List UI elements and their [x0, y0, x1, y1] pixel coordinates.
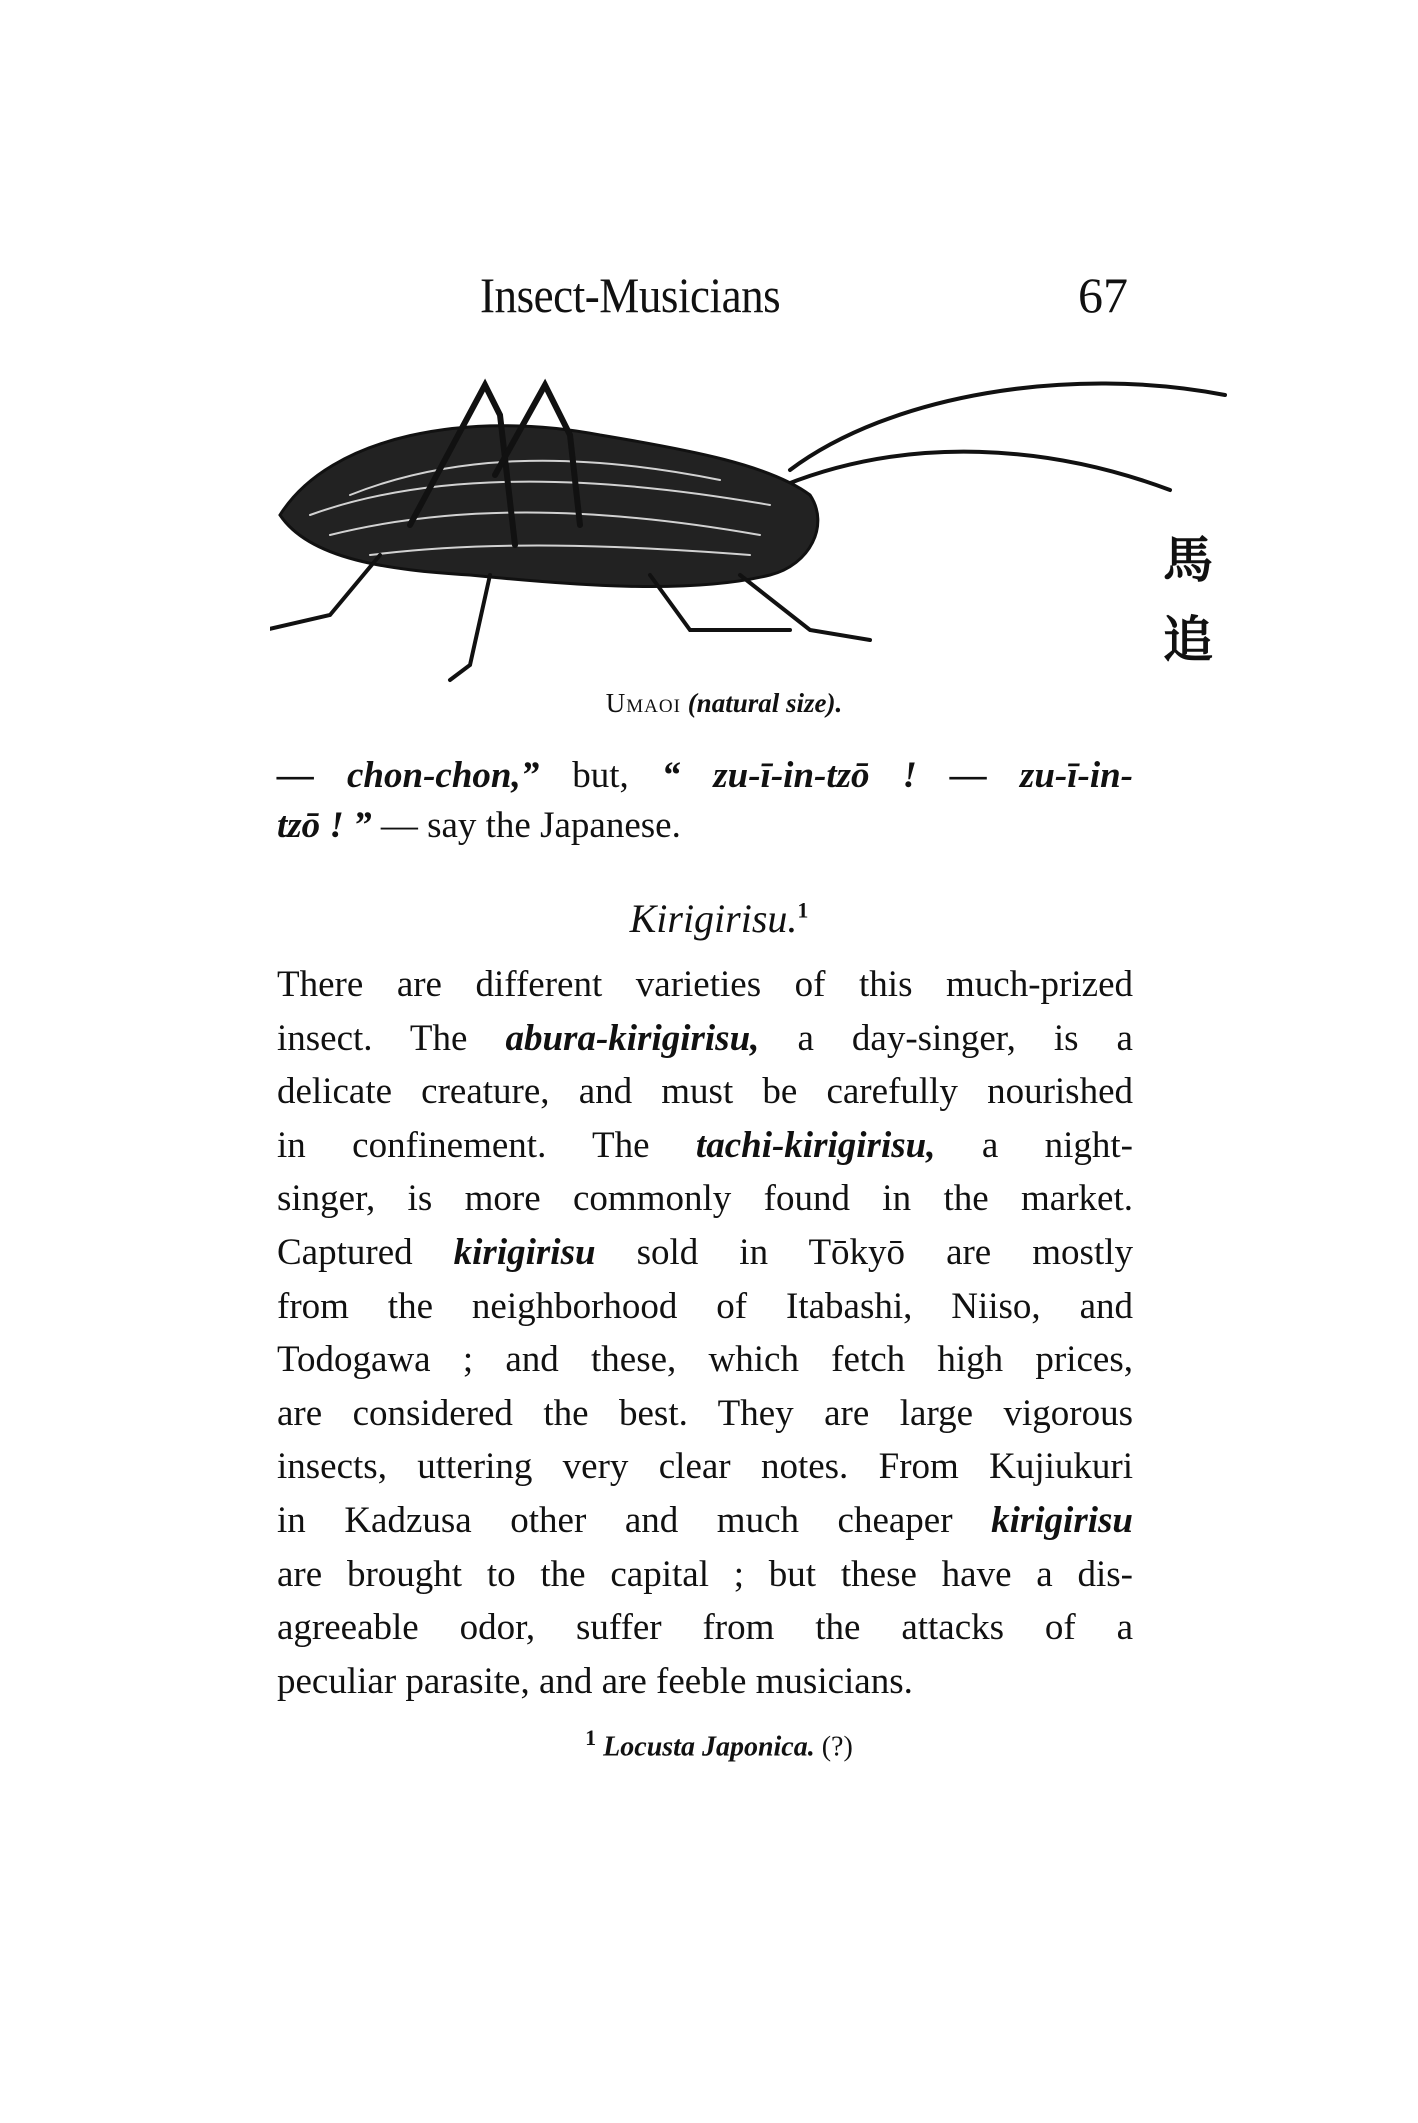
- text: sold in Tōkyō are mostly: [595, 1232, 1134, 1273]
- italic-text: tzō ! ”: [277, 805, 372, 846]
- text-line: [277, 1172, 1133, 1226]
- text: Captured: [277, 1232, 454, 1273]
- text-line: [277, 1548, 1133, 1602]
- caption-name: Umaoi: [605, 688, 681, 718]
- text: but,: [539, 755, 662, 796]
- italic-text: — chon-chon,”: [277, 755, 540, 796]
- figure-caption: [0, 688, 1418, 719]
- text-line: [277, 1601, 1133, 1655]
- text-line: [277, 799, 1133, 853]
- text: peculiar parasite, and are feeble musicians.: [277, 1660, 913, 1702]
- text: from the neighborhood of Itabashi, Niiso, and: [277, 1285, 1133, 1327]
- text: a night-: [935, 1124, 1133, 1166]
- page-number: 67: [1078, 267, 1128, 323]
- footnote: [0, 1725, 1418, 1763]
- footnote-ref: 1: [797, 897, 809, 923]
- text-line: [277, 1280, 1133, 1334]
- kanji-uma: 馬: [1163, 530, 1213, 589]
- text: insects, uttering very clear notes. From Kujiukuri: [277, 1446, 1133, 1488]
- italic-text: “ zu-ī-in-tzō ! — zu-ī-in-: [661, 755, 1133, 796]
- italic-text: kirigirisu: [991, 1500, 1133, 1541]
- italic-text: tachi-kirigirisu,: [695, 1124, 936, 1166]
- kanji-oi: 追: [1163, 610, 1213, 669]
- caption-note: (natural size).: [687, 688, 843, 718]
- kanji-label: [1158, 520, 1218, 680]
- text: — say the Japanese.: [371, 805, 681, 846]
- text: Todogawa ; and these, which fetch high prices,: [277, 1339, 1133, 1381]
- text: a day-singer, is a: [759, 1017, 1133, 1059]
- umaoi-insect-illustration: [270, 375, 1240, 685]
- italic-text: abura-kirigirisu,: [505, 1017, 760, 1059]
- text: insect. The: [277, 1017, 506, 1059]
- heading-text: Kirigirisu.: [629, 896, 798, 941]
- text-line: [277, 1333, 1133, 1387]
- footnote-mark: 1: [585, 1725, 597, 1750]
- running-title: Insect-Musicians: [480, 267, 781, 323]
- text-line: [277, 749, 1133, 803]
- text: singer, is more commonly found in the market.: [277, 1178, 1133, 1220]
- text-line: [277, 958, 1133, 1012]
- text-line: [277, 1387, 1133, 1441]
- text-line: [277, 1655, 1133, 1709]
- text-line: [277, 1065, 1133, 1119]
- text: are considered the best. They are large vigorous: [277, 1392, 1133, 1434]
- text: in Kadzusa other and much cheaper: [277, 1500, 992, 1541]
- text: are brought to the capital ; but these have a dis-: [277, 1553, 1133, 1595]
- text: agreeable odor, suffer from the attacks of a: [277, 1607, 1133, 1649]
- text: in confinement. The: [277, 1124, 696, 1166]
- footnote-note: (?): [821, 1731, 853, 1763]
- text-line: [277, 1226, 1133, 1280]
- text-line: [277, 1440, 1133, 1494]
- text: delicate creature, and must be carefully nourished: [277, 1071, 1133, 1113]
- text: There are different varieties of this much-prized: [277, 964, 1133, 1005]
- text-line: [277, 1119, 1133, 1173]
- text-line: [277, 1494, 1133, 1548]
- footnote-text: Locusta Japonica.: [603, 1731, 815, 1763]
- italic-text: kirigirisu: [453, 1232, 596, 1273]
- text-line: [277, 1012, 1133, 1066]
- section-heading: [0, 895, 1418, 942]
